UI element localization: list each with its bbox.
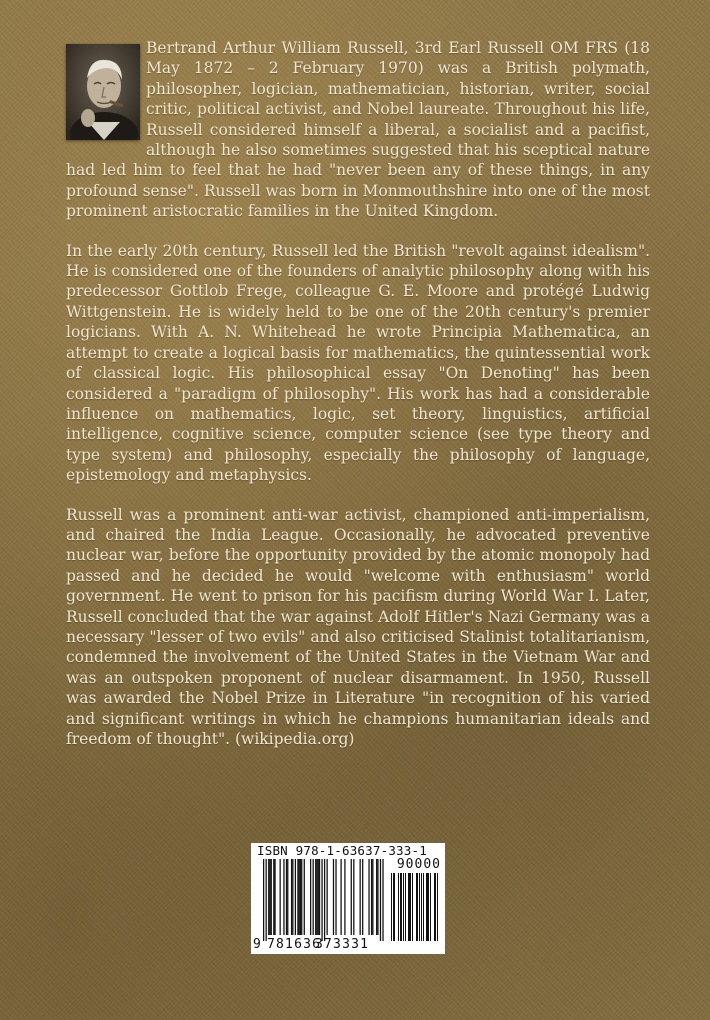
paragraph-intro [66,38,650,222]
addon-bar [403,873,404,941]
paragraph-intro-text: Bertrand Arthur William Russell, 3rd Earl Russell OM FRS (18 May 1872 – 2 February 1970) was a British polymath, philosopher, logician, mathematician, historian, writer, social critic, political activist, and Nobel laureate. Throughout his life, Russell considered himself a liberal, a socialist and a pacifist, although he also sometimes suggested that his sceptical nature had led him to feel that he had "never been any of these things, in any profound sense". Russell was born in Monmouthshire into one of the most prominent aristocratic families in the United Kingdom. [66,39,650,221]
barcode-bar [344,859,345,935]
barcode-bar [299,859,300,935]
barcode-bar [266,859,267,941]
ean-right-digits: 373331 [315,937,370,952]
barcode-bar [297,859,298,935]
barcode-bar [287,859,288,935]
addon-bar [391,873,392,941]
addon-bar [410,873,411,941]
addon-bar [405,873,406,941]
barcode-bar [324,859,325,941]
addon-bar [419,873,420,941]
barcode-bar [382,859,383,941]
addon-bar [421,873,422,941]
barcode-bar [271,859,272,935]
addon-bar [398,873,399,941]
barcode-bar [315,859,316,935]
barcode-bar [310,859,311,935]
barcode-bar [360,859,361,935]
barcode-bar [291,859,292,935]
paragraph-activism: Russell was a prominent anti-war activist, championed anti-imperialism, and chaired the India League. Occasionally, he advocated preventive nuclear war, before the opportunity provided by the atomic monopoly had passed and he decided he would "welcome with enthusiasm" world government. He went to prison for his pacifism during World War I. Later, Russell concluded that the war against Adolf Hitler's Nazi Germany was a necessary "lesser of two evils" and also criticised Stalinist totalitarianism, condemned the involvement of the United States in the Vietnam War and was an outspoken proponent of nuclear disarmament. In 1950, Russell was awarded the Nobel Prize in Literature "in recognition of his varied and significant writings in which he champions humanitarian ideals and freedom of thought". (wikipedia.org) [66,505,650,748]
addon-bar [430,873,431,941]
barcode-bar [269,859,270,935]
addon-bar [393,873,394,941]
barcode-bar [286,859,287,935]
addon-bar [416,873,417,941]
addon-bar [437,873,438,941]
barcode-bar [273,859,274,935]
barcode-bar [283,859,284,935]
paragraph-philosophy: In the early 20th century, Russell led the British "revolt against idealism". He is considered one of the founders of analytic philosophy along with his predecessor Gottlob Frege, colleague G. E. Moore and protégé Ludwig Wittgenstein. He is widely held to be one of the 20th century's premier logicians. With A. N. Whitehead he wrote Principia Mathematica, an attempt to create a logical basis for mathematics, the quintessential work of classical logic. His philosophical essay "On Denoting" has been considered a "paradigm of philosophy". His work has had a considerable influence on mathematics, logic, set theory, linguistics, artificial intelligence, cognitive science, computer science (see type theory and type system) and philosophy, especially the philosophy of language, epistemology and metaphysics. [66,241,650,485]
barcode-bar [327,859,328,935]
addon-bar [409,873,410,941]
barcode-bar [377,859,378,935]
isbn-label: ISBN 978-1-63637-333-1 [257,843,427,858]
barcode-bar [318,859,319,935]
barcode-bar [371,859,372,935]
barcode-bar [353,859,354,935]
addon-bar [417,873,418,941]
barcode-bar [376,859,377,935]
ean-first-digit: 9 [253,937,261,952]
addon-bar [412,873,413,941]
back-cover-text [66,38,650,768]
addon-bar [426,873,427,941]
barcode-bar [263,859,264,941]
addon-bar [434,873,435,941]
barcode-bar [295,859,296,935]
barcode-bar [340,859,341,935]
barcode-bar [304,859,305,935]
addon-bar [428,873,429,941]
price-code: 90000 [396,857,441,872]
addon-bar [394,873,395,941]
barcode-bar [335,859,336,935]
addon-bar [435,873,436,941]
barcode-bar [380,859,381,941]
barcode-bar [333,859,334,935]
barcode-bar [292,859,293,935]
addon-bar [427,873,428,941]
barcode-bar [372,859,373,935]
barcode-bar [301,859,302,935]
barcode-bar [313,859,314,935]
barcode-bar [280,859,281,935]
barcode-bar [368,859,369,935]
isbn-barcode [251,843,445,954]
addon-bar [401,873,402,941]
author-portrait [66,44,140,140]
ean-digits [251,937,445,953]
barcode-bar [351,859,352,935]
barcode-bar [321,859,322,941]
barcode-bar [300,859,301,935]
barcode-bar [274,859,275,935]
barcode-bar [316,859,317,935]
addon-bar [400,873,401,941]
barcode-bar [319,859,320,935]
addon-bar [423,873,424,941]
portrait-photo-icon [66,44,140,140]
addon-bar [408,873,409,941]
barcode-bar [362,859,363,935]
ean-left-digits: 781636 [267,937,322,952]
barcode-bar [268,859,269,935]
